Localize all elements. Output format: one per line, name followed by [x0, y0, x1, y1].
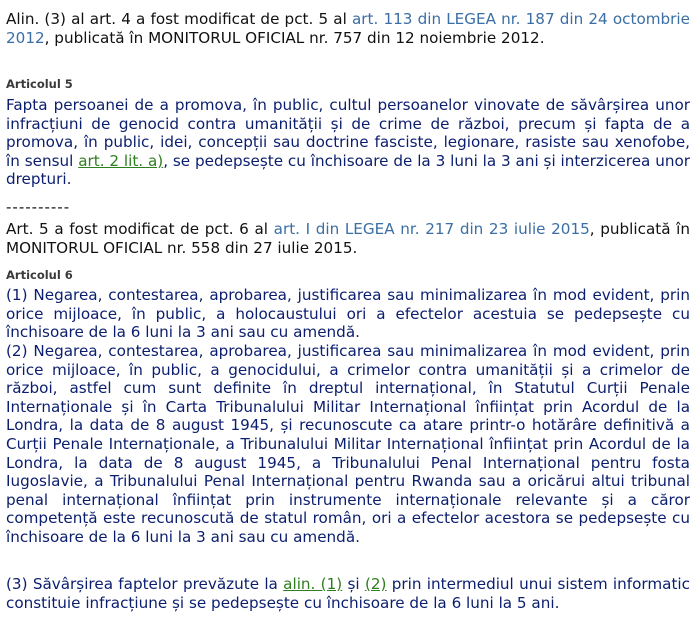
art-2-lit-a-link[interactable]: art. 2 lit. a) — [78, 151, 164, 170]
article-text: , se pedepsește cu închisoare de la 3 luni la 3 ani și interzicerea unor drepturi. — [6, 151, 690, 189]
para-text: (3) Săvârșirea faptelor prevăzute la — [6, 575, 284, 593]
para-text: și — [342, 575, 365, 593]
article-5-heading: Articolul 5 — [6, 77, 73, 91]
article-6-para-3 — [6, 575, 690, 612]
law-187-2012-link[interactable]: art. 113 din LEGEA nr. 187 din 24 octombrie 2012 — [6, 10, 690, 47]
note-text: , publicată în MONITORUL OFICIAL nr. 757 din 12 noiembrie 2012. — [44, 28, 545, 47]
article-text: Fapta persoanei de a promova, în public, cultul persoanelor vinovate de săvârșirea unor infracțiuni de genocid contra umanității și de crime de război, precum și fapta de a promova, în public, idei, concepții sau doctrine fasciste, legionare, rasiste sau xenofobe, în sensul — [6, 96, 690, 170]
note-text: Alin. (3) al art. 4 a fost modificat de pct. 5 al — [6, 10, 352, 28]
separator: ---------- — [6, 198, 71, 216]
amendment-note-art4 — [6, 10, 690, 47]
note-text: Art. 5 a fost modificat de pct. 6 al — [6, 220, 274, 238]
note-text: , publicată în MONITORUL OFICIAL nr. 558 din 27 iulie 2015. — [6, 220, 690, 257]
alin-2-link[interactable]: (2) — [364, 575, 387, 593]
article-5-text — [6, 96, 690, 189]
para-text: prin intermediul unui sistem informatic constituie infracțiune și se pedepsește cu închisoare de la 6 luni la 5 ani. — [6, 575, 691, 612]
article-6-para-2: (2) Negarea, contestarea, aprobarea, justificarea sau minimalizarea în mod evident, prin orice mijloace, în public, a genocidului, a crimelor contra umanității și a crimelor de război, astfel cum sunt definite în dreptul internațional, în Statutul Curții Penale Internaționale și în Carta Tribunalului Militar Internațional înființat prin Acordul de la Londra, la data de 8 august 1945, și recunoscute ca atare printr-o hotărâre definitivă a Curții Penale Internaționale, a Tribunalului Militar Internațional înființat prin Acordul de la Londra, la data de 8 august 1945, a Tribunalului Penal Internațional pentru fosta Iugoslavie, a Tribunalului Penal Internațional pentru Rwanda sau a oricărui altui tribunal penal internațional înființat prin instrumente internaționale relevante și a căror competență este recunoscută de statul român, ori a efectelor acestora se pedepsește cu închisoare de la 6 luni la 3 ani sau cu amendă. — [6, 342, 690, 546]
article-6-para-1: (1) Negarea, contestarea, aprobarea, justificarea sau minimalizarea în mod evident, prin orice mijloace, în public, a holocaustului ori a efectelor acestuia se pedepsește cu închisoare de la 6 luni la 3 ani sau cu amendă. — [6, 286, 690, 342]
amendment-note-art5 — [6, 220, 690, 257]
alin-1-link[interactable]: alin. (1) — [283, 575, 343, 593]
article-6-heading: Articolul 6 — [6, 268, 73, 282]
law-217-2015-link[interactable]: art. I din LEGEA nr. 217 din 23 iulie 2015 — [273, 220, 590, 238]
